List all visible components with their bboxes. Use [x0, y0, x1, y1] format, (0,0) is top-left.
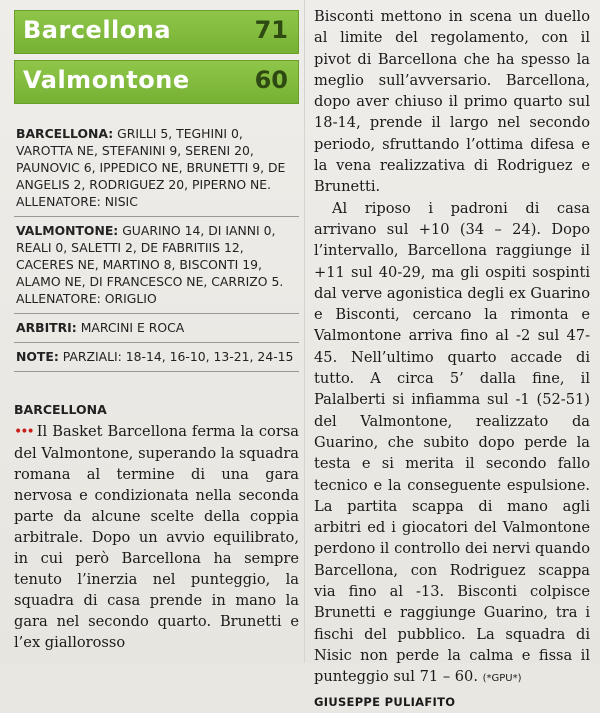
box-text: GUARINO 14, DI IANNI 0, REALI 0, SALETTI 2, DE FABRITIIS 12, CACERES NE, MARTINO 8, BISCONTI 19, ALAMO NE, DI FRANCESCO NE, CARRIZO 5. ALLENATORE: ORIGLIO — [16, 223, 284, 306]
team-name: Barcellona — [23, 16, 172, 44]
article-body-left — [14, 421, 299, 653]
box-label: BARCELLONA: — [16, 126, 114, 141]
boxscore-valmontone — [14, 217, 299, 314]
team-score: 71 — [254, 16, 288, 44]
scorebar-barcellona — [14, 10, 299, 54]
box-text: GRILLI 5, TEGHINI 0, VAROTTA NE, STEFANINI 9, SERENI 20, PAUNOVIC 6, IPPEDICO NE, BRUNETTI 9, DE ANGELIS 2, RODRIGUEZ 20, PIPERNO NE. ALLENATORE: NISIC — [16, 126, 286, 209]
box-text: MARCINI E ROCA — [80, 320, 185, 335]
article-text: Al riposo i padroni di casa arrivano sul +10 (34 – 24). Dopo l’intervallo, Barcellona raggiunge il +11 sul 40-29, ma gli ospiti sospinti dal verve agonistica degli ex Guarino e Bisconti, cercano la rimonta e Valmontone arriva fino al -2 sul 47-45. Nell’ultimo quarto accade di tutto. A circa 5’ dalla fine, il Palalberti si infiamma sul -1 (52-51) del Valmontone, realizzato da Guarino, che subito dopo perde la testa e si merita il secondo fallo tecnico e la conseguente espulsione. La partita scappa di mano agli arbitri ed i giocatori del Valmontone perdono il controllo dei nervi quando Barcellona, con Rodriguez scappa via fino al -13. Bisconti colpisce Brunetti e raggiunge Guarino, tra i fischi del pubblico. La squadra di Nisic non perde la calma e fissa il punteggio sul 71 – 60. — [314, 199, 590, 686]
article-paragraph — [314, 198, 590, 690]
boxscore-barcellona — [14, 120, 299, 217]
box-label: VALMONTONE: — [16, 223, 119, 238]
boxscore-arbitri — [14, 314, 299, 343]
byline: GIUSEPPE PULIAFITO — [314, 694, 456, 709]
team-score: 60 — [254, 66, 288, 94]
dateline: BARCELLONA — [14, 402, 107, 417]
right-column — [314, 6, 590, 713]
signature: (*GPU*) — [482, 673, 522, 685]
team-name: Valmontone — [23, 66, 190, 94]
box-label: NOTE: — [16, 349, 59, 364]
article-paragraph: Bisconti mettono in scena un duello al limite del regolamento, con il pivot di Barcellona che ha spesso la meglio sull’avversario. Barcellona, dopo aver chiuso il primo quarto sul 18-14, prende il largo nel secondo periodo, sfruttando l’ottima difesa e la vena realizzativa di Rodriguez e Brunetti. — [314, 8, 590, 196]
scorebar-valmontone — [14, 60, 299, 104]
boxscore-note — [14, 343, 299, 372]
box-text: PARZIALI: 18-14, 16-10, 13-21, 24-15 — [62, 349, 294, 364]
column-divider — [304, 0, 305, 663]
lead-dots: ••• — [14, 424, 33, 440]
article-text: Il Basket Barcellona ferma la corsa del Valmontone, superando la squadra romana al termine di una gara nervosa e condizionata nella seconda parte da alcune scelte della coppia arbitrale. Dopo un avvio equilibrato, in cui però Barcellona ha sempre tenuto l’inerzia nel punteggio, la squadra di casa prende in mano la gara nel secondo quarto. Brunetti e l’ex giallorosso — [14, 423, 299, 651]
box-label: ARBITRI: — [16, 320, 77, 335]
left-column — [14, 10, 299, 653]
